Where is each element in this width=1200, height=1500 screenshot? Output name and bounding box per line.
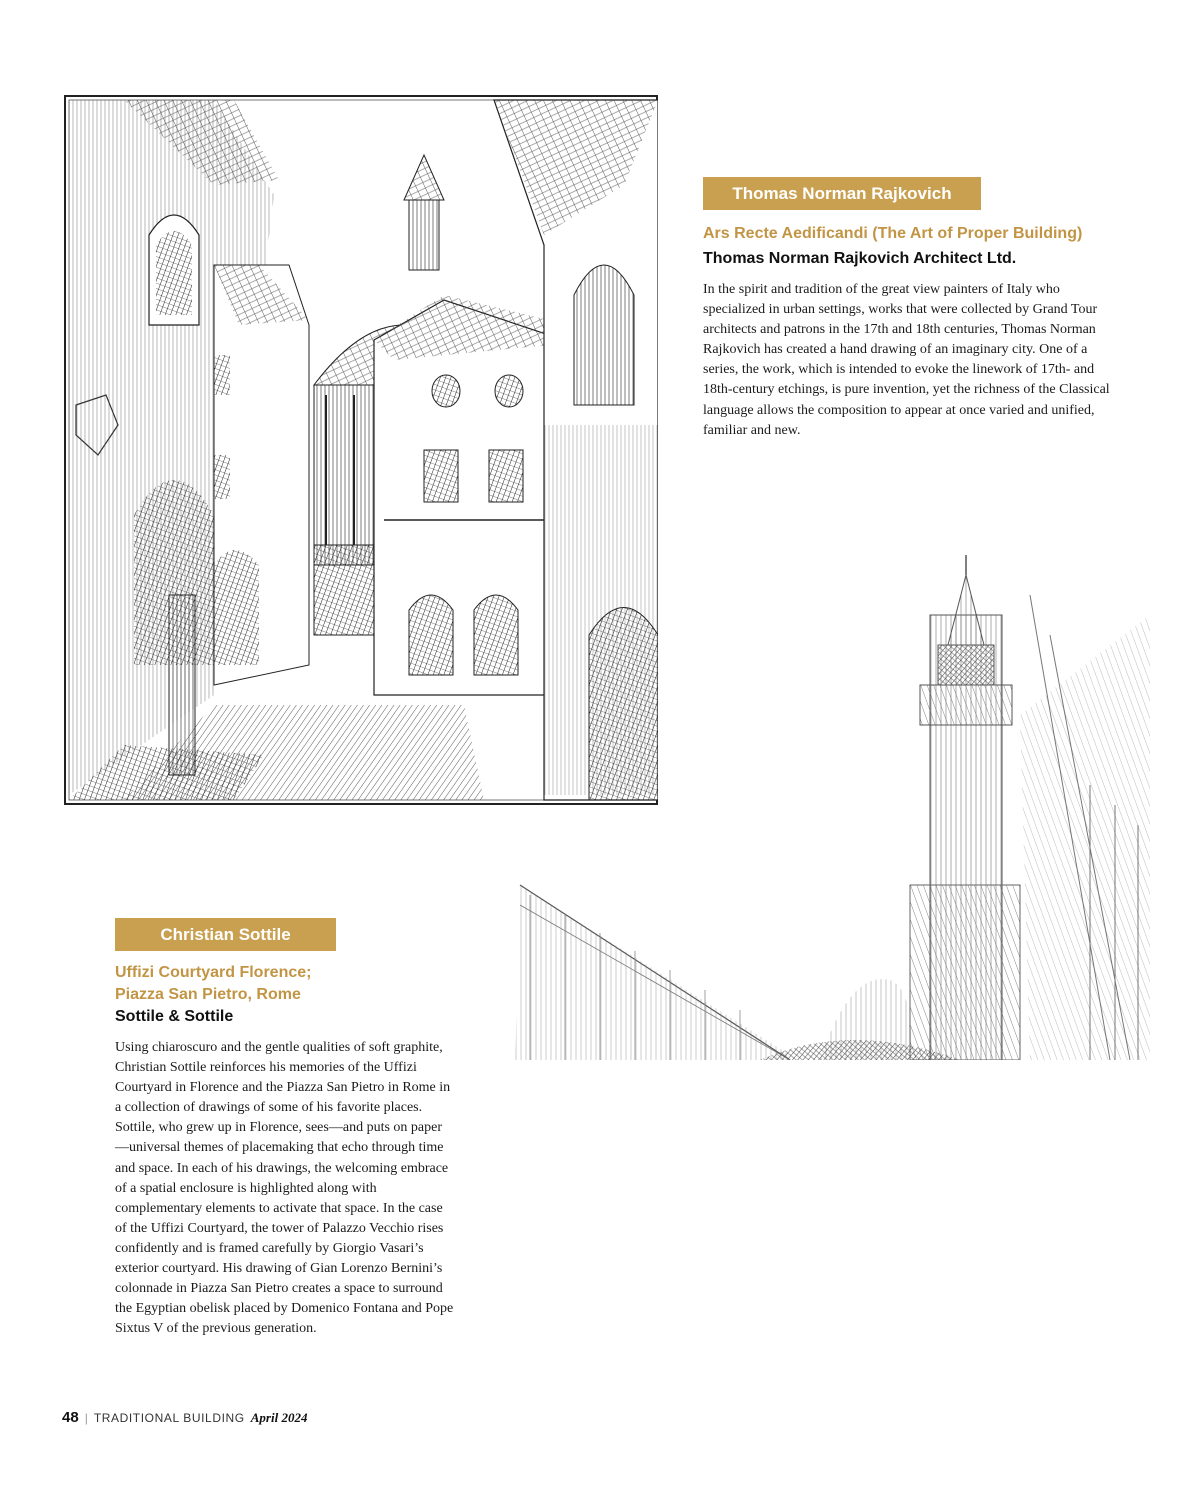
rajkovich-project-title: Ars Recte Aedificandi (The Art of Proper Building): [703, 225, 1083, 242]
sottile-project-title-line2: Piazza San Pietro, Rome: [115, 986, 301, 1003]
magazine-title: TRADITIONAL BUILDING: [93, 1411, 245, 1425]
rajkovich-body-text: In the spirit and tradition of the great view painters of Italy who specialized in urban settings, works that were collected by Grand Tour architects and patrons in the 17th and 18th centuries, Thomas Norman Rajkovich has created a hand drawing of an imaginary city. One of a series, the work, which is intended to evoke the linework of 17th- and 18th-century etchings, is pure invention, yet the richness of the Classical language allows the composition to appear at once varied and unified, familiar and new.: [703, 282, 1110, 438]
sottile-entry: [115, 918, 455, 1339]
pencil-drawing-svg: [490, 555, 1150, 1060]
page-footer: [62, 1409, 307, 1429]
pencil-drawing-uffizi-courtyard: [490, 555, 1150, 1060]
rajkovich-entry: [703, 177, 1113, 441]
footer-separator: |: [84, 1411, 88, 1425]
page-number: 48: [62, 1409, 79, 1426]
sottile-firm: Sottile & Sottile: [115, 1008, 234, 1025]
sottile-project-title-line1: Uffizi Courtyard Florence;: [115, 964, 312, 981]
rajkovich-name-bar: Thomas Norman Rajkovich: [703, 177, 981, 210]
rajkovich-firm: Thomas Norman Rajkovich Architect Ltd.: [703, 250, 1017, 267]
sottile-body-text: Using chiaroscuro and the gentle qualities of soft graphite, Christian Sottile reinforces his memories of the Uffizi Courtyard in Florence and the Piazza San Pietro in Rome in a collection of drawings of some of his favorite places. Sottile, who grew up in Florence, sees—and puts on paper—universal themes of placemaking that echo through time and space. In each of his drawings, the welcoming embrace of a spatial enclosure is highlighted along with complementary elements to activate that space. In the case of the Uffizi Courtyard, the tower of Palazzo Vecchio rises confidently and is framed carefully by Giorgio Vasari’s exterior courtyard. His drawing of Gian Lorenzo Bernini’s colonnade in Piazza San Pietro creates a space to surround the Egyptian obelisk placed by Domenico Fontana and Pope Sixtus V of the previous generation.: [115, 1040, 454, 1337]
issue-date: April 2024: [250, 1410, 308, 1425]
sottile-name-bar: Christian Sottile: [115, 918, 336, 951]
